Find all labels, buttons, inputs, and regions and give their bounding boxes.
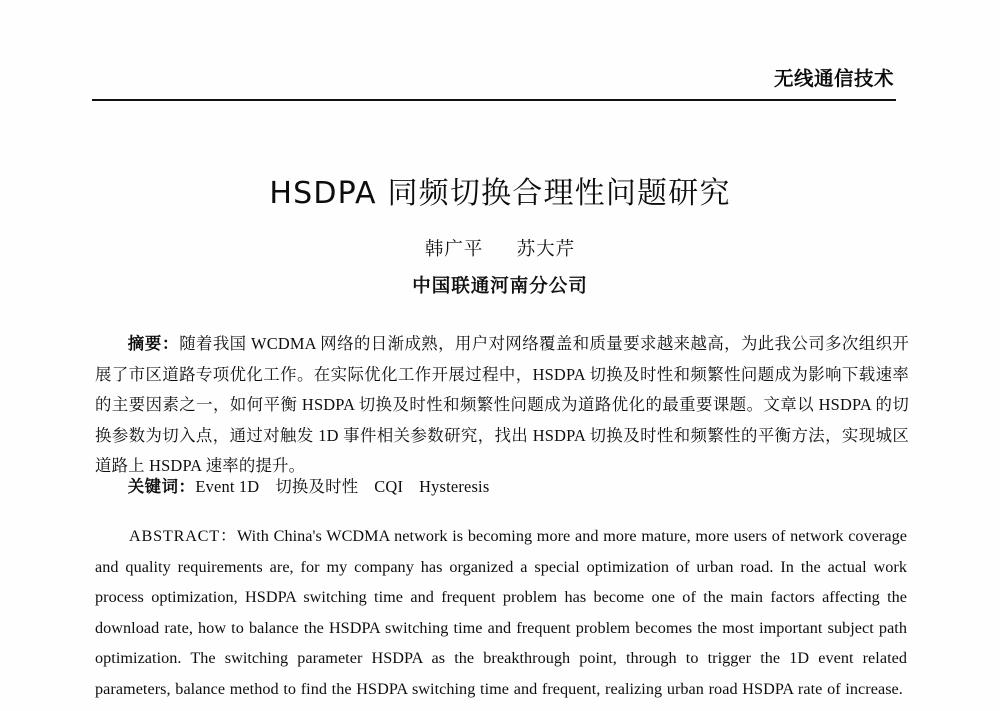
author-affiliation: 中国联通河南分公司 [412,277,588,297]
header-divider-rule [92,99,896,101]
english-abstract-label: ABSTRACT： [129,527,237,545]
running-header-title: 无线通信技术 [773,67,894,90]
article-title: HSDPA 同频切换合理性问题研究 [269,176,731,212]
chinese-abstract-block [95,329,909,482]
english-abstract-text: With China's WCDMA network is becoming more and more mature, more users of network coverage and quality requirements are, for my company has organized a special optimization of urban road. In the actual work process optimization, HSDPA switching time and frequent problem has become one of the main factors affecting the download rate, how to balance the HSDPA switching time and frequent problem becomes the most important subject path optimization. The switching parameter HSDPA as the breakthrough point, through to trigger the 1D event related parameters, balance method to find the HSDPA switching time and frequent, realizing urban road HSDPA rate of increase. [95,527,908,698]
english-abstract-block [95,521,907,705]
chinese-abstract-paragraph [95,329,909,482]
chinese-keyword-1: Event 1D [195,477,260,496]
chinese-keyword-4: Hysteresis [419,477,490,496]
english-abstract-paragraph [95,521,907,705]
author-name-2: 苏大芹 [516,240,576,260]
running-header [92,66,896,104]
author-list [0,237,1000,263]
chinese-keywords-label: 关键词： [127,477,196,496]
chinese-keywords-block [95,473,909,501]
chinese-keyword-2: 切换及时性 [275,477,359,496]
chinese-abstract-text: 随着我国 WCDMA 网络的日渐成熟，用户对网络覆盖和质量要求越来越高，为此我公司多次组织开展了市区道路专项优化工作。在实际优化工作开展过程中，HSDPA 切换及时性和频繁性问题成为影响下载速率的主要因素之一，如何平衡 HSDPA 切换及时性和频繁性问题成为道路优化的最重要课题。文章以 HSDPA 的切换参数为切入点，通过对触发 1D 事件相关参数研究，找出 HSDPA 切换及时性和频繁性的平衡方法，实现城区道路上 HSDPA 速率的提升。 [95,334,910,475]
chinese-abstract-label: 摘要： [127,334,180,353]
author-name-1: 韩广平 [424,240,484,260]
chinese-keyword-3: CQI [374,477,404,496]
